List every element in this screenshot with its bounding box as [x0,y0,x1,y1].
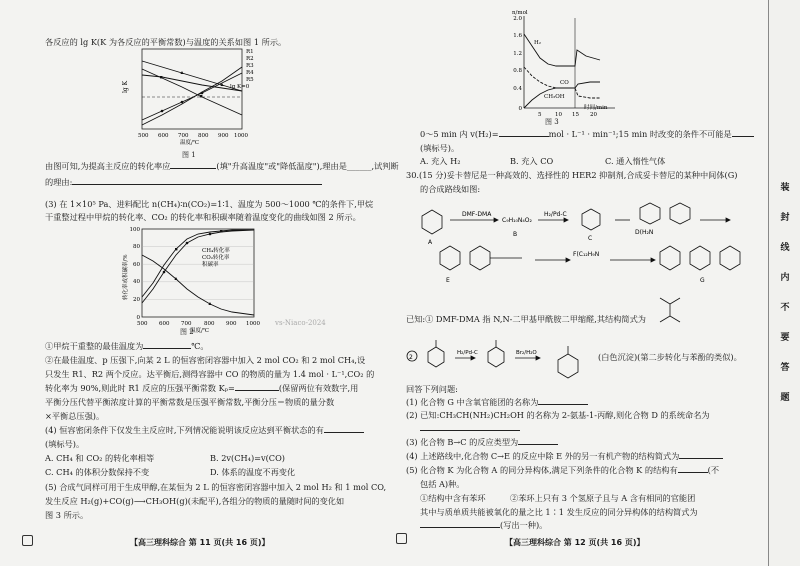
q3-2-line5: ×平衡总压强)。 [45,411,105,421]
answer-blank[interactable] [518,444,558,445]
p5-line4 [420,520,547,531]
fig3-ytick: 0.8 [513,68,522,74]
corner-mark [396,533,407,544]
q-rate-unit: mol · L⁻¹ · min⁻¹;15 min 时改变的条件不可能是 [548,129,732,139]
fig2-series-ch4 [142,230,254,303]
q30-line2: 的合成路线如图: [420,184,481,194]
answer-blank[interactable] [143,348,191,349]
q5-line1: (5) 合成气同样可用于生成甲醇,在某恒为 2 L 的恒容密闭容器中加入 2 mol H₂ 和 1 mol CO, [45,482,387,492]
q3-2-line4: 平衡分压代替平衡浓度计算的平衡常数是压强平衡常数,平衡分压＝物质的量分数 [45,397,335,407]
fig2-xtick: 800 [204,321,215,327]
fig1-legend-item: R3 [246,63,254,69]
fig3-xtick: 20 [590,112,597,118]
fig2-ytick: 20 [133,297,140,303]
watermark: vs-Niaco-2024 [275,319,326,327]
intro-text: 各反应的 lg K(K 为各反应的平衡常数)与温度的关系如图 1 所示。 [45,37,287,47]
sidebar-char: 要 [780,333,790,343]
q-reason-text: 的理由: [45,177,73,187]
sidebar-char: 不 [780,303,790,313]
p2-line: (2) 已知:CH₃CH(NH₂)CH₂OH 的名称为 2-氨基-1-丙醇,则化合物 D 的系统命名为 [406,410,710,420]
fig2-ytick: 60 [133,262,140,268]
sidebar-char: 装 [780,183,790,193]
page-footer-left: 【高三理科综合 第 11 页(共 16 页)】 [130,538,270,547]
q-rate-option-b: B. 充入 CO [510,156,554,166]
synthesis-route-diagram [410,194,765,292]
fig3-caption: 图 3 [545,118,559,126]
fig2-xtick: 900 [226,321,237,327]
q-rate-option-a: A. 充入 H₂ [420,156,461,166]
fig2-series-carbon [142,255,254,315]
q4-line2: (填标号)。 [45,439,85,449]
fig2-xtick: 500 [137,321,148,327]
q3-1-text: ①甲烷干重整的最佳温度为 [45,341,144,351]
fig2-legend-item: CO₂转化率 [202,255,230,261]
fig3-ytick: 1.2 [513,51,522,57]
fig3-ytick: 1.6 [513,33,522,39]
answer-blank[interactable] [732,136,754,137]
answer-blank[interactable] [678,472,708,473]
route-label-e: E [446,277,450,284]
route-reagent-1: DMF-DMA [462,211,492,218]
dmf-dma-structure [640,290,700,330]
ask-line: 回答下列问题: [406,384,458,394]
sidebar-char: 内 [780,273,790,283]
answer-blank[interactable] [420,527,500,528]
fig2-ytick: 0 [136,315,140,321]
fig1-xtick: 800 [198,133,209,139]
fig3-ytick: 2.0 [513,16,522,22]
answer-blank[interactable] [324,432,364,433]
q4-text: (4) 恒容密闭条件下仅发生主反应时,下列情况能说明该反应达到平衡状态的有 [45,425,324,435]
fig3-xtick: 10 [555,112,562,118]
fig1-xtick: 900 [218,133,229,139]
fig3-xtick: 15 [572,112,579,118]
q-judge-text: 由图可知,为提高主反应的转化率应 [45,161,171,171]
p5-line4-text: (写出一种)。 [500,520,548,530]
p5-hint: (不 [707,465,720,475]
q4-option-c: C. CH₄ 的体积分数保持不变 [45,467,150,477]
p5-text: (5) 化合物 K 为化合物 A 的同分异构体,满足下列条件的化合物 K 的结构有 [406,465,678,475]
answer-blank[interactable] [420,430,520,431]
fig2-ytick: 80 [133,244,140,250]
fig1-legend-item: R4 [246,70,254,76]
fig2-xlabel: 温度/℃ [190,328,210,334]
fig3-xlabel: 时间/min [584,105,608,111]
svg-text:2: 2 [409,354,413,361]
q3-2-hint: (保留两位有效数字,用 [278,383,359,393]
fig1-xticks [138,133,248,139]
q3-2-line3 [45,383,358,394]
fig1-legend-item: R2 [246,56,254,62]
p5-line1 [406,465,719,476]
q3-2-line1: ②在最佳温度、p 压强下,向某 2 L 的恒容密闭容器中加入 2 mol CO₂ 和 2 mol CH₄,设 [45,355,366,365]
sidebar-char: 封 [780,213,790,223]
route-label-g: G [700,277,705,284]
answer-blank[interactable] [235,390,279,391]
fig3-ytick: 0 [518,106,522,112]
fig2-xtick: 700 [181,321,192,327]
p5-condition-1: ①结构中含有苯环 [420,493,486,503]
fig1-xtick: 700 [178,133,189,139]
fig2-ylabel: 转化率或积碳率/% [123,254,129,300]
fig3-xtick: 5 [538,112,542,118]
route-compound-f: F(C₁₂H₉N [573,251,600,258]
fig1-xlabel: 温度/℃ [180,140,200,146]
p3-text: (3) 化合物 B→C 的反应类型为 [406,437,519,447]
route-label-a: A [428,239,433,246]
fig1-xtick: 1000 [234,133,248,139]
q-judge-line [45,161,399,172]
p4-line [406,451,723,462]
q-reason-line [45,177,322,188]
answer-blank[interactable] [679,458,723,459]
sidebar-char: 题 [780,393,790,403]
p3-line [406,437,558,448]
q-rate-hint: (填标号)。 [420,143,460,153]
route-compound-b: C₉H₁₀N₄O₂ [502,217,532,224]
known-2-product-text: (白色沉淀)(第二步转化与苯酚的类似)。 [598,352,742,362]
p5-line2: 包括 A)种。 [420,479,465,489]
q4-option-b: B. 2v(CH₄)=v(CO) [210,453,285,463]
p1-line [406,397,588,408]
fig3-label: CH₃OH [544,94,565,100]
fig2-ytick: 40 [133,279,140,285]
fig2-xtick: 600 [159,321,170,327]
fig1-series-r1 [142,73,242,120]
fig2-xtick: 1000 [246,321,260,327]
fig3-label: CO [560,80,569,86]
page-footer-right: 【高三理科综合 第 12 页(共 16 页)】 [505,538,645,547]
fig1-caption: 图 1 [182,151,196,159]
answer-blank[interactable] [72,184,322,185]
corner-mark [22,535,33,546]
figure-2-chart [120,225,260,335]
sidebar-char: 答 [780,363,790,373]
figure-3-chart [500,8,630,126]
p4-text: (4) 上述路线中,化合物 C→E 的反应中除 E 外的另一有机产物的结构简式为 [406,451,680,461]
q5-line3: 图 3 所示。 [45,510,89,520]
q4-line1 [45,425,364,436]
q3-1-line [45,341,209,352]
q3-line2: 干重整过程中甲烷的转化率、CO₂ 的转化率和积碳率随着温度变化的曲线如图 2 所示。 [45,212,361,222]
q-judge-options: (填"升高温度"或"降低温度"),理由是______,试判断 [216,161,399,171]
route-compound-d: D(H₂N [635,229,654,236]
q-rate-option-c: C. 通入惰性气体 [605,156,666,166]
q3-line1: (3) 在 1×10⁵ Pa、进料配比 n(CH₄)∶n(CO₂)=1∶1、温度为 500～1000 ℃的条件下,甲烷 [45,199,374,209]
fig3-ylabel: n/mol [512,10,528,16]
p5-condition-2: ②苯环上只有 3 个氢原子且与 A 含有相同的官能团 [510,493,696,503]
fig1-legend-item: lg K=0 [230,84,250,90]
route-label-b: B [513,231,518,238]
answer-blank[interactable] [170,168,216,169]
fig2-caption: 图 2 [180,328,194,336]
fig3-label: H₂ [534,40,542,46]
fig1-legend-item: R1 [246,49,254,55]
answer-blank[interactable] [538,404,588,405]
p1-text: (1) 化合物 G 中含氧官能团的名称为 [406,397,539,407]
q4-option-d: D. 体系的温度不再变化 [210,467,296,477]
q3-2-line2: 只发生 R1、R2 两个反应。达平衡后,测得容器中 CO 的物质的量为 1.4 mol · L⁻¹,CO₂ 的 [45,369,375,379]
q4-option-a: A. CH₄ 和 CO₂ 的转化率相等 [45,453,155,463]
binding-line-sidebar [768,0,800,566]
fig2-ytick: 100 [129,227,140,233]
fig1-ylabel: lg K [122,80,129,93]
fig2-legend-item: 积碳率 [202,262,219,268]
p5-line3: 其中与质单质共能被氧化的量之比 1∶1 发生反应的同分异构体的结构简式为 [420,507,698,517]
q-rate-text: 0～5 min 内 v(H₂)= [420,129,499,139]
p2-blank-line [420,423,520,434]
q-rate-line [420,129,754,140]
fig3-ytick: 0.4 [513,86,522,92]
figure-1-chart [120,45,260,150]
known-1-line: 已知:① DMF-DMA 指 N,N-二甲基甲酰胺二甲缩醛,其结构简式为 [406,314,646,324]
fig2-series-co2 [142,230,254,297]
fig1-legend-item: R5 [246,77,254,83]
q3-1-unit: ℃。 [191,341,209,351]
known2-reagent-2: Br₂/H₂O [516,350,537,356]
q30-line1: 30.(15 分)妥卡替尼是一种高效的、选择性的 HER2 抑制剂,合成妥卡替尼的某种中间体(G) [406,170,738,180]
fig2-legend-item: CH₄转化率 [202,248,230,254]
fig3-series-h2 [524,34,600,66]
known2-reagent-1: H₂/Pd-C [457,350,478,356]
fig1-xtick: 600 [158,133,169,139]
q3-2-text: 转化率为 90%,则此时 R1 反应的压强平衡常数 Kₚ= [45,383,235,393]
route-label-c: C [588,235,593,242]
route-reagent-2: H₂/Pd-C [544,211,567,218]
sidebar-char: 线 [780,243,790,253]
fig1-xtick: 500 [138,133,149,139]
q5-line2: 发生反应 H₂(g)+CO(g)⟶CH₃OH(g)(未配平),各组分的物质的量随时间的变化如 [45,496,345,506]
answer-blank[interactable] [499,136,549,137]
